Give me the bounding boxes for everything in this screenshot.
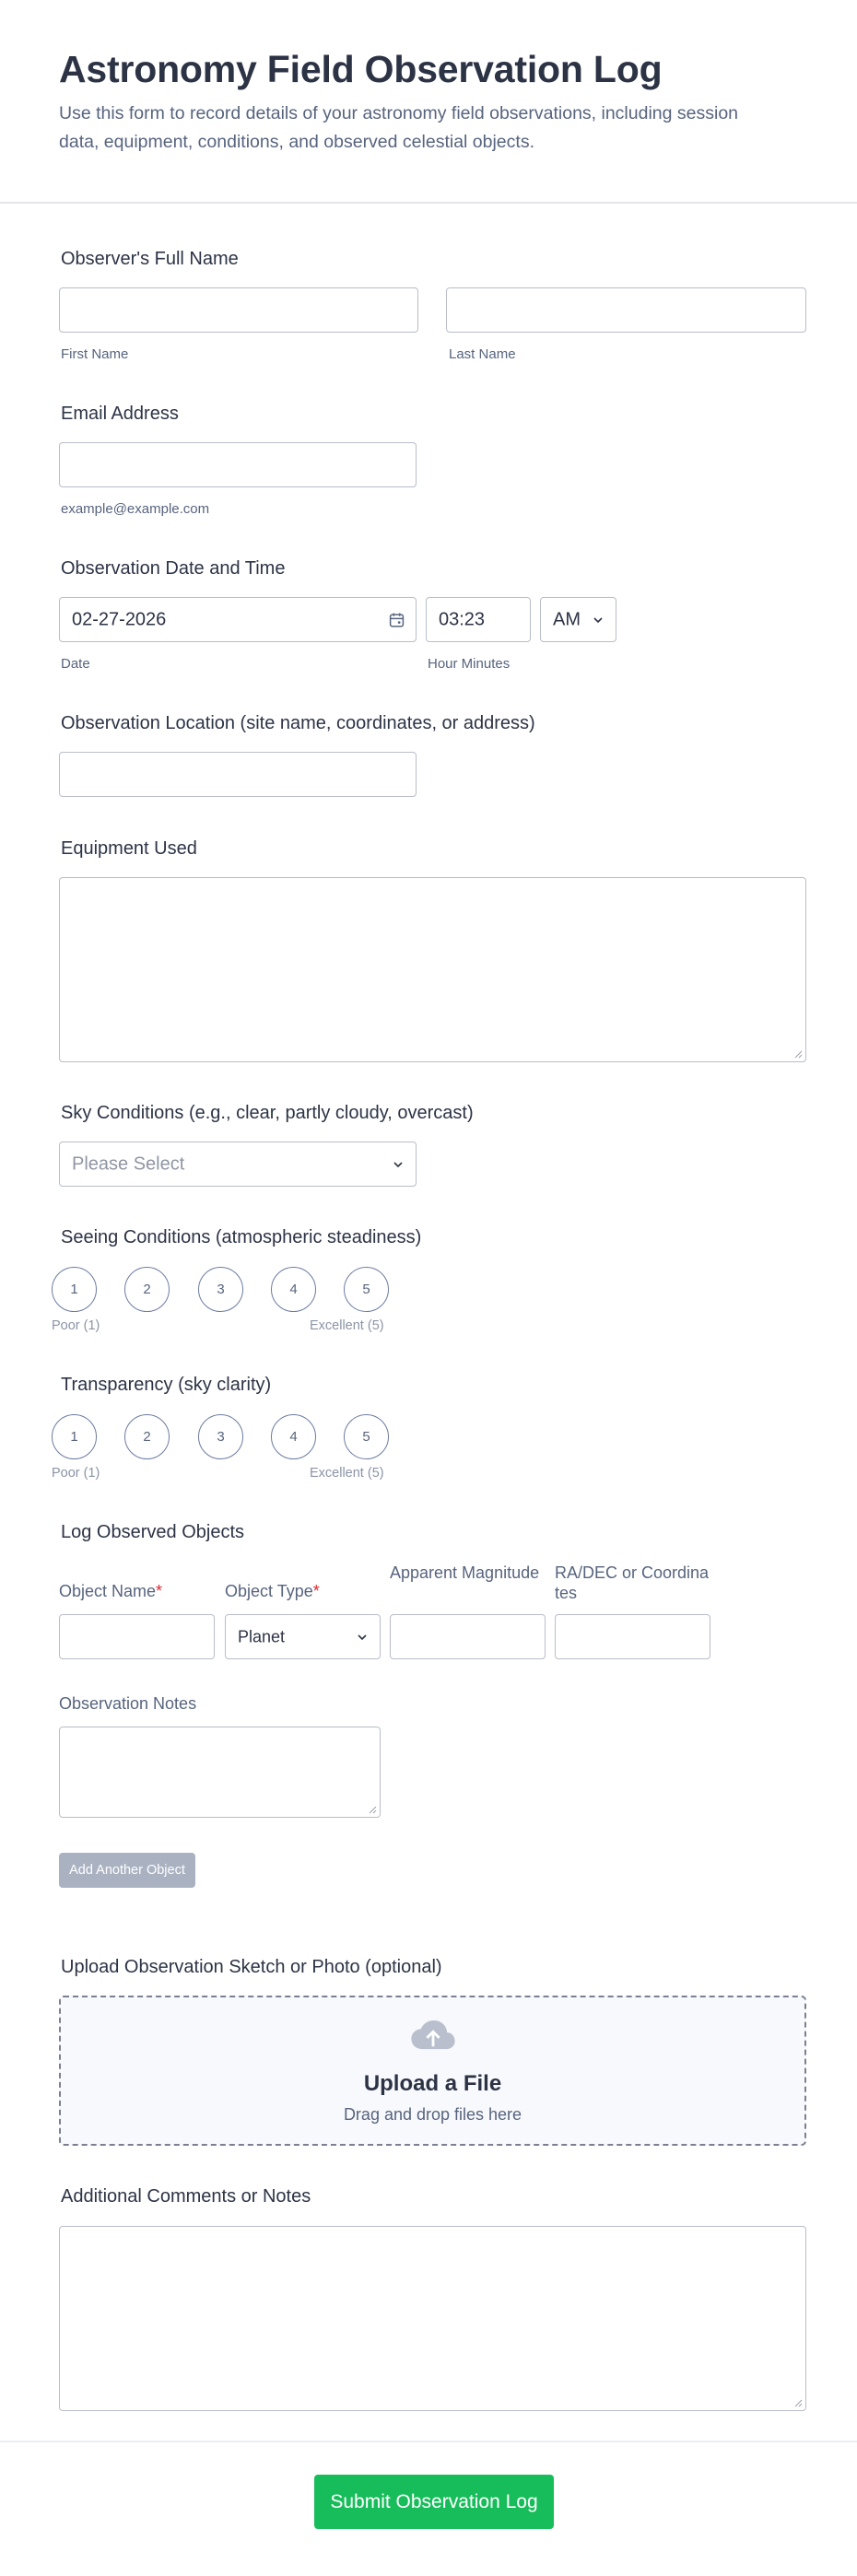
time-sublabel: Hour Minutes (428, 656, 511, 672)
first-name-input[interactable] (59, 287, 418, 333)
seeing-rating-2[interactable]: 2 (124, 1267, 170, 1312)
transparency-low-caption: Poor (1) (52, 1466, 100, 1481)
email-sublabel: example@example.com (61, 501, 210, 517)
magnitude-input[interactable] (390, 1614, 546, 1659)
transparency-high-caption: Excellent (5) (310, 1466, 384, 1481)
email-input[interactable] (59, 442, 417, 487)
seeing-high-caption: Excellent (5) (310, 1318, 384, 1333)
email-label: Email Address (61, 404, 179, 424)
chevron-down-icon (356, 1631, 369, 1644)
form-subtitle: Use this form to record details of your astronomy field observations, including session data, equipment, conditions, and observed celestial objects. (59, 103, 739, 152)
ampm-select[interactable]: AM (540, 597, 616, 642)
seeing-label: Seeing Conditions (atmospheric steadiness) (61, 1227, 422, 1247)
equipment-textarea[interactable] (59, 877, 806, 1062)
chevron-down-icon (592, 614, 605, 626)
time-input[interactable]: 03:23 (426, 597, 531, 642)
seeing-rating-5[interactable]: 5 (344, 1267, 389, 1312)
coordinates-header: RA/DEC or Coordinates (555, 1563, 710, 1602)
location-label: Observation Location (site name, coordinates, or address) (61, 713, 535, 733)
comments-textarea[interactable] (59, 2226, 806, 2411)
footer-divider (0, 2441, 857, 2442)
seeing-rating-3[interactable]: 3 (198, 1267, 243, 1312)
transparency-rating-2[interactable]: 2 (124, 1414, 170, 1459)
equipment-label: Equipment Used (61, 838, 197, 859)
form-title: Astronomy Field Observation Log (59, 48, 663, 90)
observation-notes-label: Observation Notes (59, 1694, 197, 1713)
cloud-upload-icon (410, 2020, 456, 2051)
resize-handle-icon[interactable] (793, 2398, 803, 2407)
upload-subtitle: Drag and drop files here (343, 2105, 522, 2124)
transparency-label: Transparency (sky clarity) (61, 1375, 272, 1395)
form-header (0, 0, 857, 204)
objects-label: Log Observed Objects (61, 1522, 244, 1542)
object-name-header: Object Name* (59, 1582, 163, 1600)
transparency-rating-3[interactable]: 3 (198, 1414, 243, 1459)
magnitude-header: Apparent Magnitude (390, 1563, 540, 1582)
upload-label: Upload Observation Sketch or Photo (optional) (61, 1957, 442, 1977)
file-upload-dropzone[interactable] (59, 1996, 806, 2146)
calendar-icon[interactable] (389, 612, 405, 627)
observation-notes-textarea[interactable] (59, 1727, 381, 1818)
seeing-rating-1[interactable]: 1 (52, 1267, 97, 1312)
object-type-select[interactable]: Planet (225, 1614, 381, 1659)
date-input[interactable]: 02-27-2026 (59, 597, 417, 642)
submit-button[interactable]: Submit Observation Log (314, 2475, 554, 2529)
sky-label: Sky Conditions (e.g., clear, partly cloudy, overcast) (61, 1103, 474, 1123)
resize-handle-icon[interactable] (368, 1805, 377, 1814)
transparency-rating-1[interactable]: 1 (52, 1414, 97, 1459)
seeing-low-caption: Poor (1) (52, 1318, 100, 1333)
first-name-sublabel: First Name (61, 346, 129, 362)
sky-select[interactable]: Please Select (59, 1142, 417, 1187)
object-type-header: Object Type* (225, 1582, 320, 1600)
resize-handle-icon[interactable] (793, 1049, 803, 1059)
add-another-object-button[interactable]: Add Another Object (59, 1853, 195, 1888)
full-name-label: Observer's Full Name (61, 249, 239, 269)
seeing-rating-4[interactable]: 4 (271, 1267, 316, 1312)
coordinates-input[interactable] (555, 1614, 710, 1659)
datetime-label: Observation Date and Time (61, 558, 286, 579)
last-name-sublabel: Last Name (449, 346, 516, 362)
object-name-input[interactable] (59, 1614, 215, 1659)
transparency-rating-4[interactable]: 4 (271, 1414, 316, 1459)
transparency-rating-5[interactable]: 5 (344, 1414, 389, 1459)
location-input[interactable] (59, 752, 417, 797)
date-sublabel: Date (61, 656, 90, 672)
last-name-input[interactable] (446, 287, 806, 333)
comments-label: Additional Comments or Notes (61, 2186, 311, 2207)
chevron-down-icon (392, 1158, 405, 1171)
upload-title: Upload a File (363, 2071, 502, 2096)
